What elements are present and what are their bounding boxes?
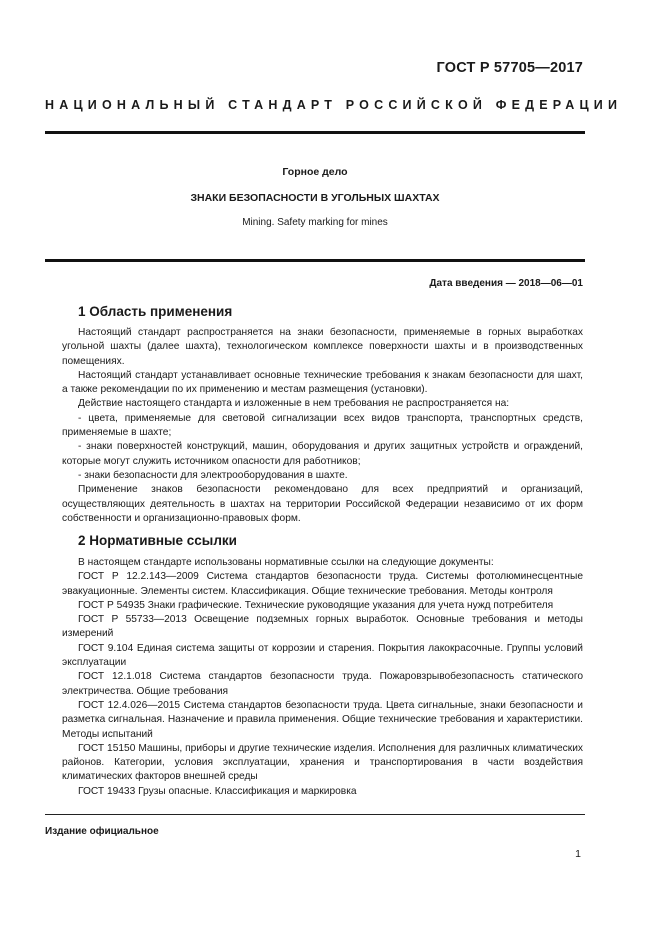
document-title: ЗНАКИ БЕЗОПАСНОСТИ В УГОЛЬНЫХ ШАХТАХ (190, 192, 440, 204)
section-2-body (62, 556, 583, 799)
title-divider (45, 259, 585, 262)
reference-item: ГОСТ 19433 Грузы опасные. Классификация и маркировка (78, 785, 357, 797)
section-2-heading: 2 Нормативные ссылки (78, 533, 237, 548)
reference-item: ГОСТ 9.104 Единая система защиты от коррозии и старения. Покрытия лакокрасочные. Группы условий эксплуатации (62, 642, 583, 669)
document-number: ГОСТ Р 57705—2017 (436, 60, 583, 76)
page-number: 1 (575, 848, 581, 860)
section-1-body (62, 326, 583, 526)
reference-item: ГОСТ Р 55733—2013 Освещение подземных горных выработок. Основные требования и методы измерений (62, 614, 583, 640)
reference-item: ГОСТ 12.4.026—2015 Система стандартов безопасности труда. Цвета сигнальные, знаки безопасности и разметка сигнальная. Назначение и правила применения. Общие технические требования и характеристики. Методы испытаний (62, 699, 583, 740)
official-edition-label: Издание официальное (45, 826, 159, 837)
reference-item: ГОСТ 12.1.018 Система стандартов безопасности труда. Пожаровзрывобезопасность статического электричества. Общие требования (62, 671, 583, 697)
reference-item: ГОСТ 15150 Машины, приборы и другие технические изделия. Исполнения для различных климатических районов. Категории, условия эксплуатации, хранения и транспортирования в части воздействия климатических факторов внешней среды (62, 742, 583, 783)
header-divider (45, 131, 585, 134)
reference-item: ГОСТ Р 54935 Знаки графические. Технические руководящие указания для учета нужд потребителя (78, 599, 554, 611)
paragraph: Настоящий стандарт устанавливает основные технические требования к знакам безопасности для шахт, а также рекомендации по их применению и местам размещения (установки). (62, 369, 583, 396)
list-item: - знаки безопасности для электрооборудования в шахте. (78, 469, 348, 481)
paragraph: Применение знаков безопасности рекомендовано для всех предприятий и организаций, осуществляющих деятельность в шахтах на территории Российской Федерации независимо от их форм собственности и организационно-правовых форм. (62, 484, 583, 524)
document-title-english: Mining. Safety marking for mines (242, 217, 388, 228)
list-item: - цвета, применяемые для световой сигнализации всех видов транспорта, транспортных средств, применяемые в шахте; (62, 412, 583, 439)
paragraph: В настоящем стандарте использованы нормативные ссылки на следующие документы: (78, 557, 494, 568)
national-standard-heading: НАЦИОНАЛЬНЫЙ СТАНДАРТ РОССИЙСКОЙ ФЕДЕРАЦИИ (45, 98, 623, 112)
introduction-date: Дата введения — 2018—06—01 (429, 278, 583, 289)
list-item: - знаки поверхностей конструкций, машин, оборудования и других защитных устройств и ограждений, которые могут служить источником опасности для работников; (62, 441, 583, 467)
paragraph: Настоящий стандарт распространяется на знаки безопасности, применяемые в горных выработках угольной шахты (далее шахта), технологическом комплексе поверхности шахты и в производственных помещениях. (62, 327, 583, 367)
document-subject: Горное дело (282, 166, 348, 178)
paragraph: Действие настоящего стандарта и изложенные в нем требования не распространяется на: (78, 398, 510, 410)
section-1-heading: 1 Область применения (78, 304, 233, 319)
footer-divider (45, 814, 585, 815)
reference-item: ГОСТ Р 12.2.143—2009 Система стандартов безопасности труда. Системы фотолюминесцентные эвакуационные. Элементы систем. Классификация. Общие технические требования. Методы контроля (62, 571, 583, 597)
